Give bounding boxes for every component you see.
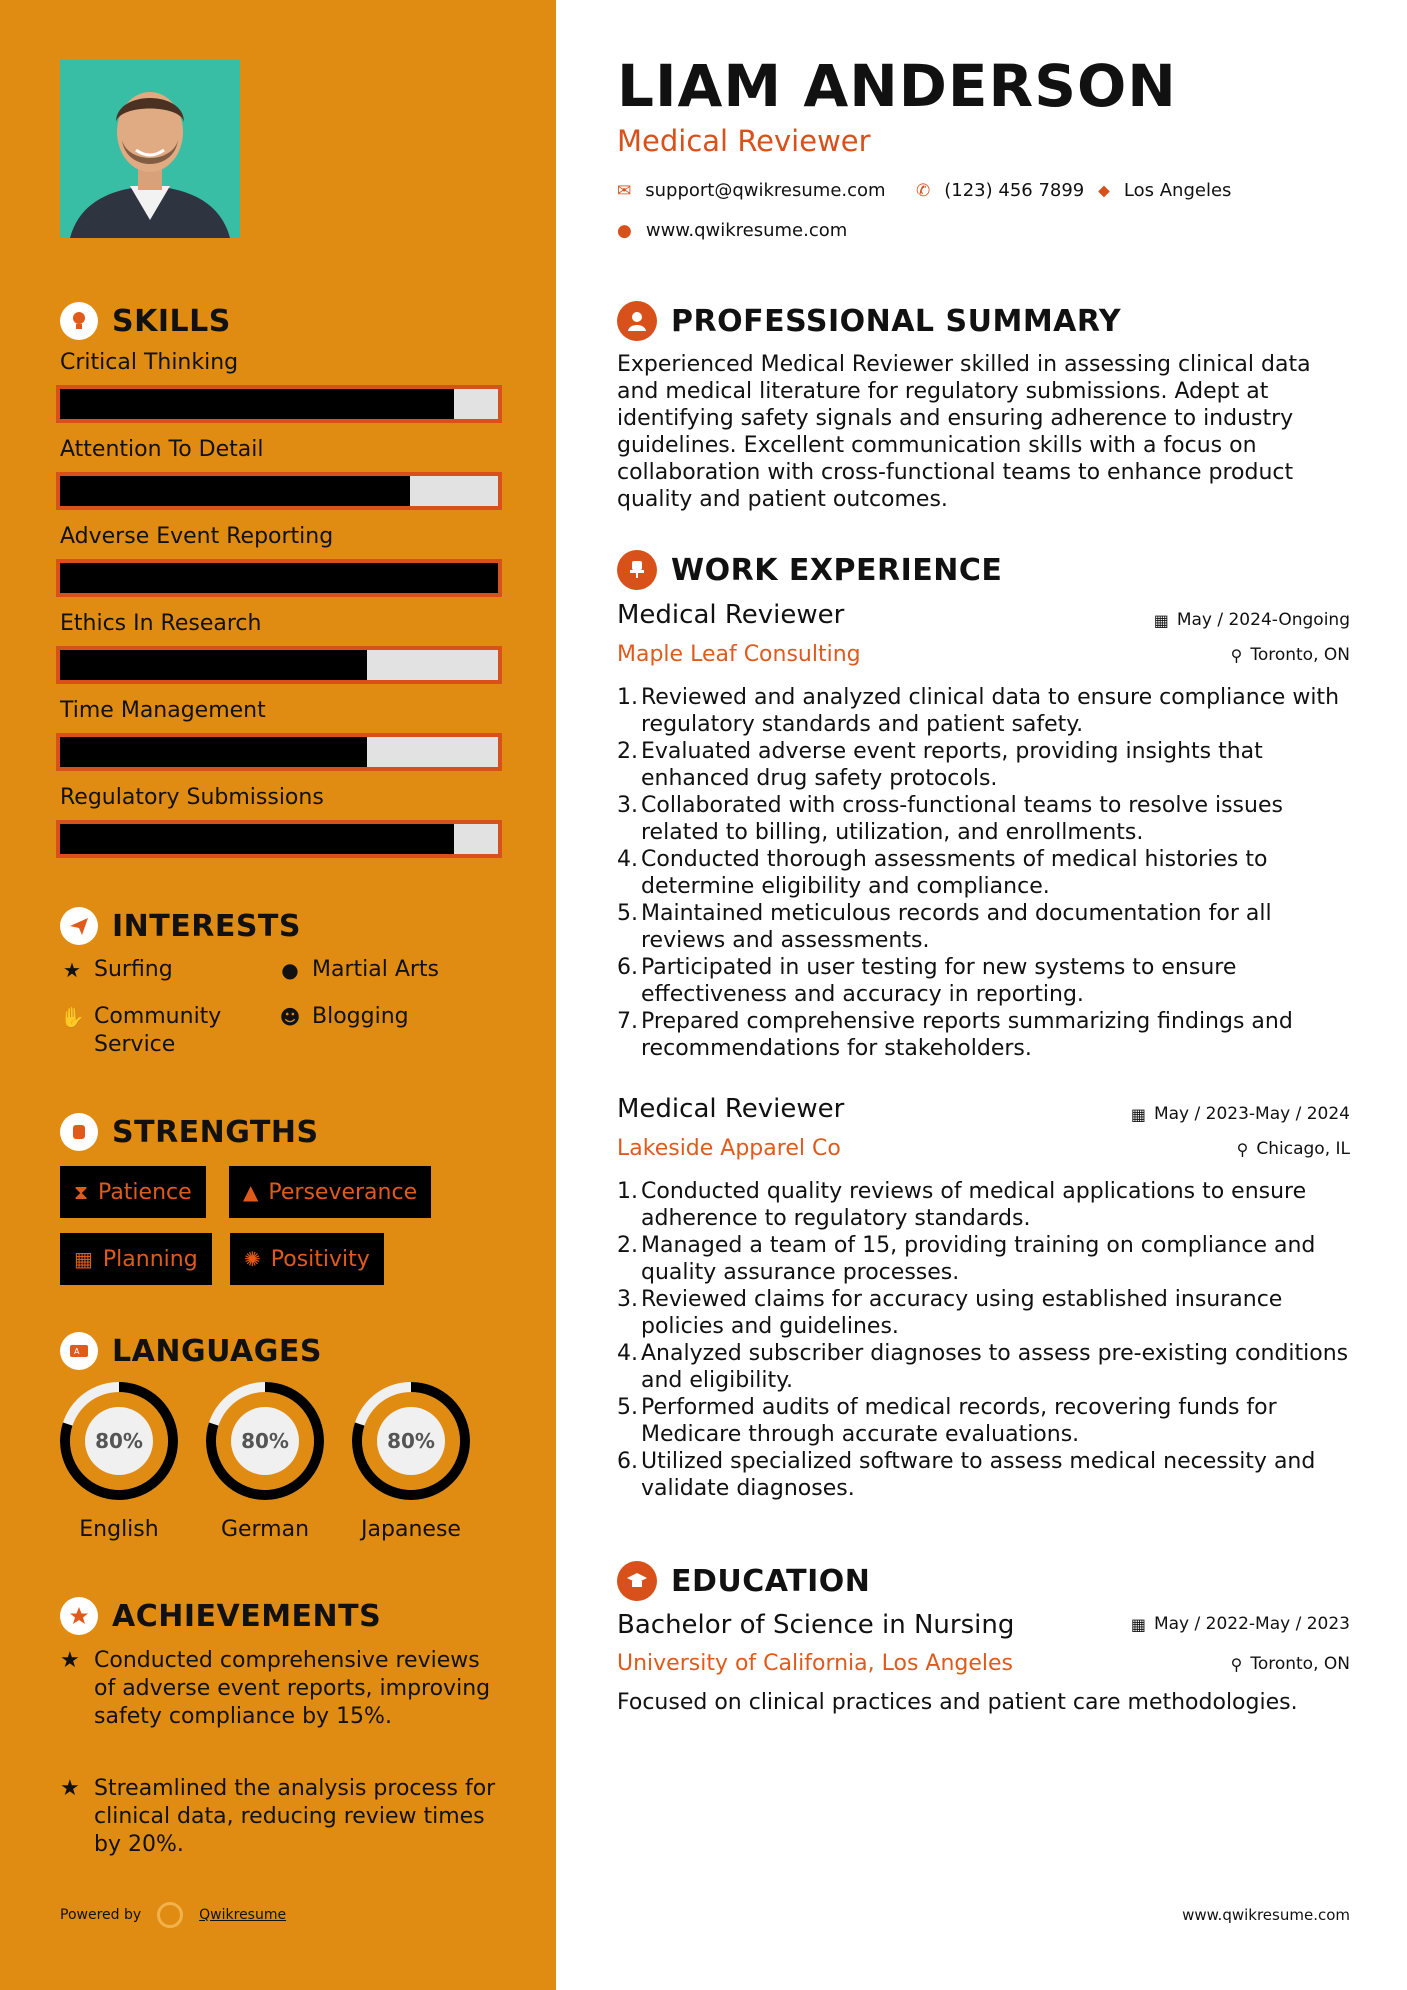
achievement-item: [60, 1647, 500, 1731]
skill-label: Critical Thinking: [60, 350, 239, 375]
education-description: Focused on clinical practices and patient care methodologies.: [617, 1690, 1298, 1715]
job-title: Medical Reviewer: [617, 1094, 845, 1124]
job-dates: [1131, 1104, 1350, 1124]
map-marker-icon: ⬥: [1098, 180, 1110, 201]
list-item: 2. Managed a team of 15, providing training on compliance and quality assurance processes.: [617, 1233, 1316, 1285]
email-text[interactable]: support@qwikresume.com: [645, 180, 886, 201]
interest-item: [60, 1003, 250, 1059]
education-location: [1231, 1654, 1350, 1674]
calendar-icon: ▦: [1153, 610, 1169, 630]
interest-label: Community Service: [94, 1004, 222, 1057]
language-percent: 80%: [95, 1429, 143, 1453]
job-dates-text: May / 2024-Ongoing: [1176, 610, 1350, 630]
hourglass-icon: ⧗: [74, 1180, 89, 1204]
strengths-heading: [60, 1111, 319, 1153]
skill-bar: [56, 820, 502, 858]
phone-icon: ✆: [916, 180, 931, 201]
contact-phone: [916, 180, 1084, 201]
achievement-text: Streamlined the analysis process for clinical data, reducing review times by 20%.: [94, 1776, 496, 1857]
skill-bar-fill: [60, 824, 454, 854]
phone-text[interactable]: (123) 456 7899: [944, 180, 1085, 201]
paper-plane-icon: [60, 907, 98, 945]
skill-label: Time Management: [60, 698, 266, 723]
calendar-icon: ▦: [1130, 1614, 1146, 1634]
interest-label: Martial Arts: [312, 957, 440, 982]
skill-bar-fill: [60, 737, 367, 767]
job-responsibilities: [617, 684, 1357, 1062]
job-location: [1237, 1139, 1350, 1159]
skill-bar: [56, 559, 502, 597]
shooting-star-icon: ★: [60, 1648, 80, 1673]
experience-title: WORK EXPERIENCE: [671, 552, 1003, 588]
interest-label: Blogging: [312, 1004, 409, 1029]
language-name: Japanese: [361, 1517, 461, 1542]
sun-icon: ✺: [244, 1247, 261, 1271]
globe-icon: ●: [281, 958, 299, 982]
pushpin-icon: ⚲: [1230, 645, 1243, 665]
calendar-icon: ▦: [74, 1247, 93, 1271]
school-name: University of California, Los Angeles: [617, 1651, 1014, 1676]
lightbulb-icon: [60, 302, 98, 340]
education-location-text: Toronto, ON: [1250, 1654, 1350, 1674]
profile-photo: [60, 60, 240, 238]
list-item: 3. Reviewed claims for accuracy using established insurance policies and guidelines.: [617, 1287, 1283, 1339]
language-item: [349, 1379, 473, 1542]
calendar-icon: ▦: [1130, 1104, 1146, 1124]
language-progress-ring: [349, 1379, 473, 1503]
job-dates: [1154, 610, 1350, 630]
job-title: Medical Reviewer: [617, 600, 845, 630]
language-item: [203, 1379, 327, 1542]
list-item: 3. Collaborated with cross-functional teams to resolve issues related to billing, utilization, and enrollments.: [617, 793, 1283, 845]
candidate-role: Medical Reviewer: [617, 124, 871, 158]
qwikresume-link[interactable]: Qwikresume: [199, 1907, 287, 1923]
list-item: 1. Conducted quality reviews of medical applications to ensure adherence to regulatory standards.: [617, 1179, 1307, 1231]
language-progress-ring: [203, 1379, 327, 1503]
skill-label: Ethics In Research: [60, 611, 262, 636]
list-item: 4. Conducted thorough assessments of medical histories to determine eligibility and compliance.: [617, 847, 1268, 899]
list-item: 4. Analyzed subscriber diagnoses to assess pre-existing conditions and eligibility.: [617, 1341, 1349, 1393]
language-item: [57, 1379, 181, 1542]
star-icon: ★: [63, 958, 81, 982]
job-responsibilities: [617, 1178, 1357, 1502]
skill-label: Attention To Detail: [60, 437, 264, 462]
contact-website: [617, 220, 847, 241]
skill-label: Regulatory Submissions: [60, 785, 324, 810]
language-name: English: [79, 1517, 159, 1542]
experience-heading: [617, 549, 1002, 591]
achievement-item: [60, 1775, 500, 1859]
strength-label: Patience: [98, 1179, 192, 1205]
language-percent: 80%: [241, 1429, 289, 1453]
skills-title: SKILLS: [112, 303, 231, 339]
contact-email: [617, 180, 886, 201]
interest-item: [60, 956, 173, 984]
skill-bar: [56, 385, 502, 423]
achievement-text: Conducted comprehensive reviews of adverse event reports, improving safety compliance by 15%.: [94, 1648, 491, 1729]
fist-icon: [60, 1113, 98, 1151]
location-text: Los Angeles: [1123, 180, 1232, 201]
language-name: German: [220, 1517, 310, 1542]
strength-badge: [60, 1166, 206, 1218]
shooting-star-icon: ★: [60, 1776, 80, 1801]
summary-heading: [617, 300, 1121, 342]
achievements-title: ACHIEVEMENTS: [112, 1598, 382, 1634]
degree-title: Bachelor of Science in Nursing: [617, 1610, 1015, 1640]
strength-badge: [230, 1233, 384, 1285]
graduation-cap-icon: [617, 1561, 657, 1601]
powered-by-label: Powered by: [60, 1907, 142, 1923]
skill-bar-fill: [60, 563, 498, 593]
profile-photo-image: [60, 60, 240, 238]
strength-label: Planning: [102, 1246, 198, 1272]
interest-label: Surfing: [94, 957, 173, 982]
hand-icon: ✋: [60, 1005, 85, 1029]
job-company: Lakeside Apparel Co: [617, 1136, 841, 1161]
strength-badge: [229, 1166, 431, 1218]
strengths-title: STRENGTHS: [112, 1114, 319, 1150]
language-icon: [60, 1332, 98, 1370]
education-heading: [617, 1560, 870, 1602]
main-content: [556, 0, 1407, 1990]
pushpin-icon: ⚲: [1230, 1654, 1243, 1674]
envelope-icon: ✉: [617, 180, 632, 201]
interests-title: INTERESTS: [112, 908, 301, 944]
interest-item: [278, 956, 439, 984]
strength-label: Perseverance: [268, 1179, 418, 1205]
svg-text:A: A: [74, 1347, 80, 1356]
website-text[interactable]: www.qwikresume.com: [645, 220, 848, 241]
language-percent: 80%: [387, 1429, 435, 1453]
education-dates: [1131, 1614, 1350, 1634]
road-icon: ▲: [243, 1180, 259, 1204]
list-item: 1. Reviewed and analyzed clinical data to ensure compliance with regulatory standards and patient safety.: [617, 685, 1340, 737]
list-item: 5. Maintained meticulous records and documentation for all reviews and assessments.: [617, 901, 1272, 953]
contact-location: [1098, 180, 1231, 201]
user-icon: [617, 301, 657, 341]
job-location-text: Toronto, ON: [1250, 645, 1350, 665]
languages-title: LANGUAGES: [112, 1333, 322, 1369]
skill-bar-fill: [60, 650, 367, 680]
job-dates-text: May / 2023-May / 2024: [1153, 1104, 1350, 1124]
summary-title: PROFESSIONAL SUMMARY: [671, 303, 1122, 339]
education-title: EDUCATION: [671, 1563, 871, 1599]
skill-bar: [56, 646, 502, 684]
powered-by: [60, 1902, 286, 1928]
list-item: 6. Utilized specialized software to assess medical necessity and validate diagnoses.: [617, 1449, 1316, 1501]
users-icon: ☻: [279, 1005, 301, 1029]
interests-heading: [60, 905, 301, 947]
office-chair-icon: [617, 550, 657, 590]
interest-item: [278, 1003, 409, 1031]
skill-bar: [56, 733, 502, 771]
strength-badge: [60, 1233, 212, 1285]
sidebar: [0, 0, 556, 1990]
skill-label: Adverse Event Reporting: [60, 524, 334, 549]
job-location: [1231, 645, 1350, 665]
languages-heading: [60, 1330, 322, 1372]
skill-bar-fill: [60, 476, 410, 506]
strength-label: Positivity: [270, 1246, 370, 1272]
summary-text: Experienced Medical Reviewer skilled in assessing clinical data and medical literature for regulatory submissions. Adept at identifying safety signals and ensuring adherence to industry guidelines. Excellent communication skills with a focus on collaboration with cross-functional teams to enhance product quality and patient outcomes.: [617, 352, 1311, 512]
list-item: 6. Participated in user testing for new systems to ensure effectiveness and accuracy in reporting.: [617, 955, 1237, 1007]
list-item: 2. Evaluated adverse event reports, providing insights that enhanced drug safety protocols.: [617, 739, 1263, 791]
globe-icon: ●: [617, 220, 632, 241]
qwikresume-logo-icon: [157, 1902, 183, 1928]
skills-heading: [60, 300, 231, 342]
language-progress-ring: [57, 1379, 181, 1503]
list-item: 5. Performed audits of medical records, recovering funds for Medicare through accurate evaluations.: [617, 1395, 1277, 1447]
education-dates-text: May / 2022-May / 2023: [1153, 1614, 1350, 1634]
job-company: Maple Leaf Consulting: [617, 642, 861, 667]
candidate-name: LIAM ANDERSON: [617, 52, 1177, 120]
footer-website[interactable]: www.qwikresume.com: [1182, 1906, 1350, 1924]
star-badge-icon: [60, 1597, 98, 1635]
skill-bar: [56, 472, 502, 510]
achievements-heading: [60, 1595, 381, 1637]
pushpin-icon: ⚲: [1236, 1139, 1249, 1159]
skill-bar-fill: [60, 389, 454, 419]
job-location-text: Chicago, IL: [1256, 1139, 1350, 1159]
list-item: 7. Prepared comprehensive reports summarizing findings and recommendations for stakeholders.: [617, 1009, 1293, 1061]
